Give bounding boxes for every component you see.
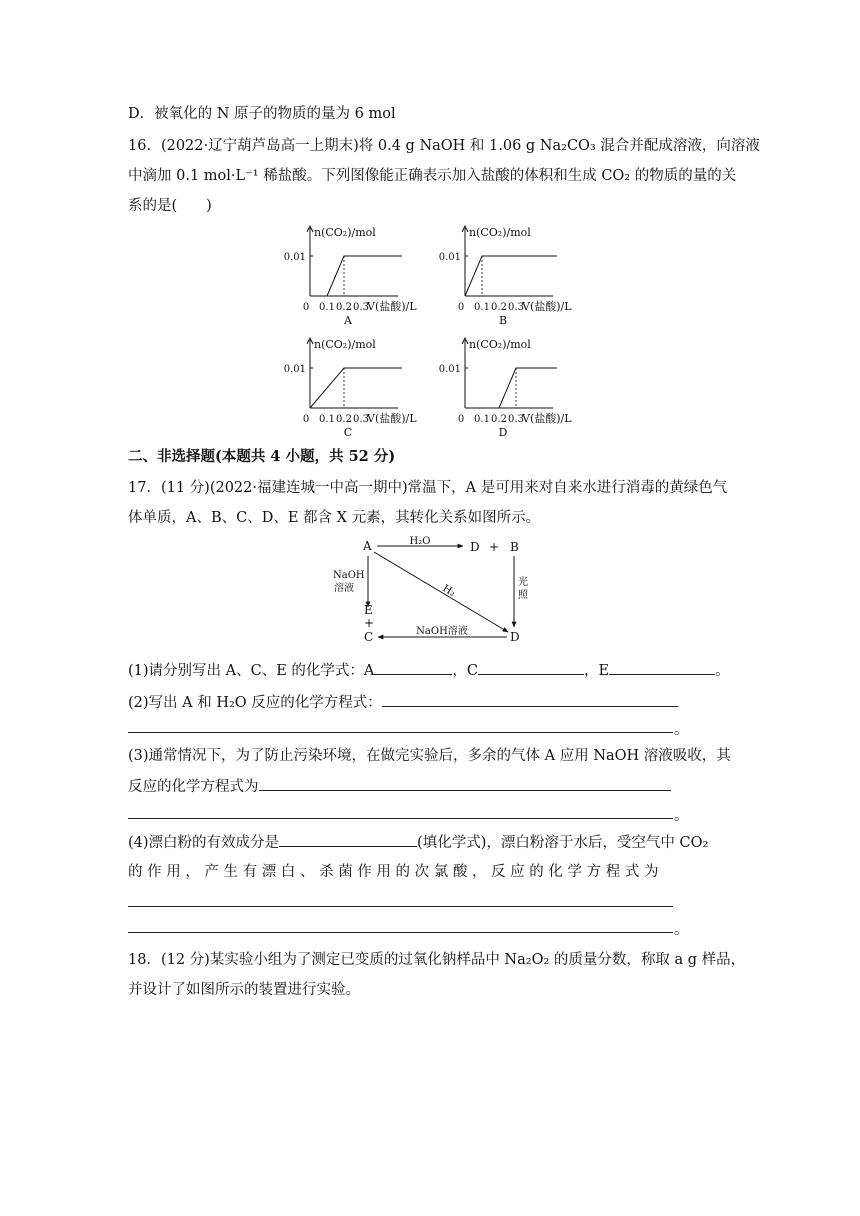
part3-text: 反应的化学方程式为 <box>128 779 259 795</box>
h2o-label: H₂O <box>409 536 431 547</box>
x-tick-label: 0.1 <box>474 302 490 313</box>
y-axis-label: n(CO₂)/mol <box>469 226 531 239</box>
light-label-1: 光 <box>518 577 528 588</box>
part4-b-text: (填化学式)，漂白粉溶于水后，受空气中 CO₂ <box>417 835 709 851</box>
y-axis-label: n(CO₂)/mol <box>469 338 531 351</box>
graph-c <box>284 338 417 439</box>
node-d-bottom: D <box>510 630 520 644</box>
q18-line-1: 18．(12 分)某实验小组为了测定已变质的过氧化钠样品中 Na₂O₂ 的质量分数，称取 a g 样品， <box>128 952 746 968</box>
q16-line-1: 16．(2022·辽宁葫芦岛高一上期末)将 0.4 g NaOH 和 1.06 g Na₂CO₃ 混合并配成溶液，向溶液 <box>128 138 760 154</box>
y-tick-label: 0.01 <box>438 252 461 263</box>
y-tick-label: 0.01 <box>283 252 306 263</box>
q16-line-3: 系的是( ) <box>128 198 212 214</box>
x-axis-label: V(盐酸)/L <box>522 300 572 313</box>
part1-end: 。 <box>715 663 730 679</box>
y-axis-label: n(CO₂)/mol <box>314 338 376 351</box>
period-part4: 。 <box>674 922 689 938</box>
node-b: B <box>510 540 519 554</box>
y-tick-label: 0.01 <box>283 364 306 375</box>
graph-a <box>284 226 417 327</box>
x-tick-label: 0 <box>302 302 310 313</box>
q17-part-4-line-1 <box>128 832 708 853</box>
data-line <box>310 368 402 408</box>
answer-blank-part4[interactable] <box>279 832 417 847</box>
answer-line-part4-b[interactable] <box>128 932 673 933</box>
x-axis-label: V(盐酸)/L <box>367 412 417 425</box>
x-tick-label: 0.3 <box>508 414 524 425</box>
part1-a-text: (1)请分别写出 A、C、E 的化学式：A <box>128 663 375 679</box>
naoh-label-2: 溶液 <box>334 583 354 594</box>
answer-blank-part3[interactable] <box>259 776 671 791</box>
period-part3: 。 <box>674 808 689 824</box>
x-tick-label: 0.3 <box>508 302 524 313</box>
q16-line-2: 中滴加 0.1 mol·L⁻¹ 稀盐酸。下列图像能正确表示加入盐酸的体积和生成 CO₂ 的物质的量的关 <box>128 168 737 184</box>
x-tick-label: 0.1 <box>319 414 335 425</box>
x-tick-label: 0.2 <box>491 302 507 313</box>
q17-part-2 <box>128 692 678 713</box>
h2-label: H₂ <box>440 583 458 600</box>
light-label-2: 照 <box>518 590 528 601</box>
x-axis-label: V(盐酸)/L <box>522 412 572 425</box>
graph-d <box>439 338 572 439</box>
answer-blank-e[interactable] <box>609 660 715 675</box>
part1-c-text: ，C <box>452 663 478 679</box>
answer-blank-part2[interactable] <box>382 692 678 707</box>
x-tick-label: 0.2 <box>491 414 507 425</box>
data-line <box>327 256 402 296</box>
answer-blank-a[interactable] <box>374 660 452 675</box>
graph-label: C <box>343 426 353 439</box>
answer-line-part2[interactable] <box>128 732 673 733</box>
naoh-solution-label: NaOH溶液 <box>416 626 468 637</box>
x-axis-label: V(盐酸)/L <box>367 300 417 313</box>
x-tick-label: 0.3 <box>353 302 369 313</box>
q17-line-1: 17．(11 分)(2022·福建连城一中高一期中)常温下，A 是可用来对自来水进行消毒的黄绿色气 <box>128 480 728 496</box>
section-2-title: 二、非选择题(本题共 4 小题，共 52 分) <box>128 448 396 465</box>
x-tick-label: 0 <box>302 414 310 425</box>
q16-graphs <box>270 222 600 442</box>
y-axis-label: n(CO₂)/mol <box>314 226 376 239</box>
q18-line-2: 并设计了如图所示的装置进行实验。 <box>128 982 360 998</box>
answer-blank-c[interactable] <box>478 660 584 675</box>
answer-line-part3[interactable] <box>128 818 673 819</box>
period-part2: 。 <box>674 722 689 738</box>
y-tick-label: 0.01 <box>438 364 461 375</box>
q17-part-3-line-1: (3)通常情况下，为了防止污染环境，在做完实验后，多余的气体 A 应用 NaOH 溶液吸收，其 <box>128 748 731 764</box>
x-tick-label: 0.1 <box>474 414 490 425</box>
node-c: C <box>364 630 374 644</box>
x-tick-label: 0 <box>457 414 465 425</box>
part2-text: (2)写出 A 和 H₂O 反应的化学方程式： <box>128 695 382 711</box>
q17-part-4-line-2: 的 作 用 ， 产 生 有 漂 白 、 杀 菌 作 用 的 次 氯 酸 ， 反 应 的 化 学 方 程 式 为 <box>128 864 659 880</box>
x-tick-label: 0.2 <box>336 302 352 313</box>
q17-part-3-line-2 <box>128 776 671 797</box>
graph-b <box>439 226 572 327</box>
graph-label: A <box>344 314 352 327</box>
x-tick-label: 0.1 <box>319 302 335 313</box>
part1-e-text: ，E <box>584 663 610 679</box>
x-tick-label: 0.3 <box>353 414 369 425</box>
naoh-label-1: NaOH <box>333 570 365 581</box>
data-line <box>465 256 557 296</box>
q17-line-2: 体单质，A、B、C、D、E 都含 X 元素，其转化关系如图所示。 <box>128 510 541 526</box>
q17-part-1 <box>128 660 730 681</box>
graph-label: D <box>498 426 508 439</box>
graph-label: B <box>498 314 508 327</box>
node-e: E <box>364 603 373 617</box>
node-d-top: D <box>470 540 480 554</box>
q15-option-d: D．被氧化的 N 原子的物质的量为 6 mol <box>128 106 396 122</box>
plus-left: + <box>364 616 375 630</box>
data-line <box>499 368 557 408</box>
x-tick-label: 0 <box>457 302 465 313</box>
x-tick-label: 0.2 <box>336 414 352 425</box>
plus-top: + <box>489 540 500 554</box>
answer-line-part4-a[interactable] <box>128 906 673 907</box>
part4-a-text: (4)漂白粉的有效成分是 <box>128 835 280 851</box>
q17-transformation-diagram <box>330 535 540 645</box>
node-a: A <box>363 539 372 553</box>
